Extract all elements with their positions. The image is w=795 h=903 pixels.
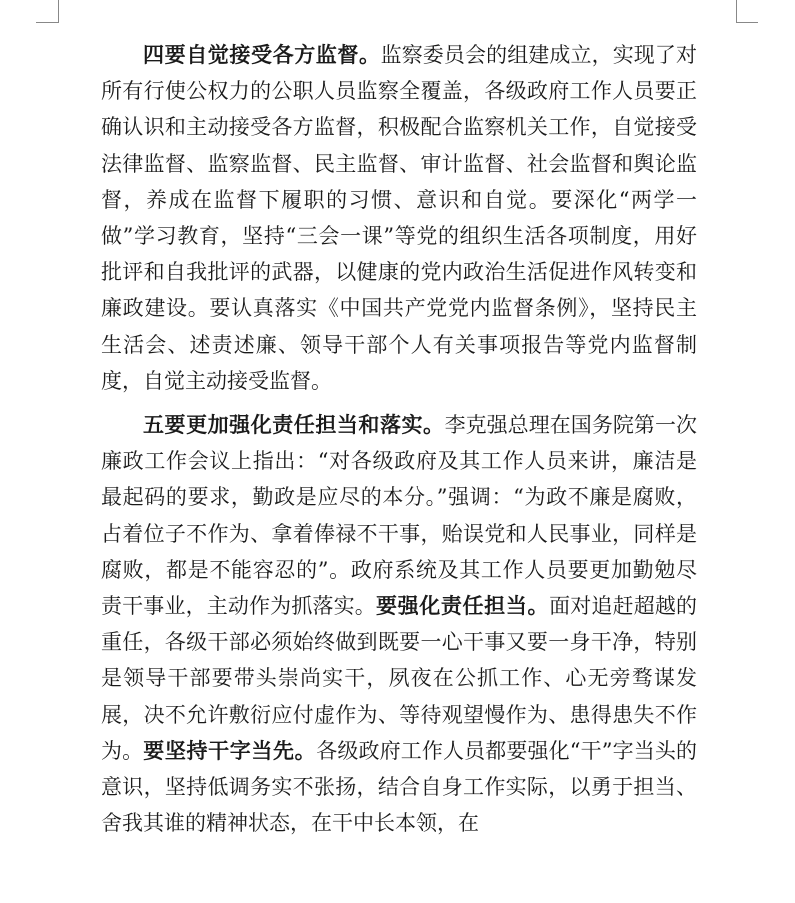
paragraph-four-body: 监察委员会的组建成立，实现了对所有行使公权力的公职人员监察全覆盖，各级政府工作人员要正确认识和主动接受各方监督，积极配合监察机关工作，自觉接受法律监督、监察监督、民主监督、审计监督、社会监督和舆论监督，养成在监督下履职的习惯、意识和自觉。要深化“两学一做”学习教育，坚持“三会一课”等党的组织生活各项制度，用好批评和自我批评的武器，以健康的党内政治生活促进作风转变和廉政建设。要认真落实《中国共产党党内监督条例》，坚持民主生活会、述责述廉、领导干部个人有关事项报告等党内监督制度，自觉主动接受监督。: [101, 43, 698, 393]
paragraph-five-heading: 五要更加强化责任担当和落实。: [143, 413, 445, 438]
paragraph-five: [101, 407, 697, 841]
crop-mark-top-right-horizontal: [736, 22, 758, 23]
crop-mark-top-left: [58, 0, 59, 23]
document-body: [101, 37, 697, 841]
crop-mark-top-left-horizontal: [36, 22, 58, 23]
paragraph-five-body-1: 李克强总理在国务院第一次廉政工作会议上指出：“对各级政府及其工作人员来讲，廉洁是最起码的要求，勤政是应尽的本分。”强调：“为政不廉是腐败，占着位子不作为、拿着俸禄不干事，贻误党和人民事业，同样是腐败，都是不能容忍的”。政府系统及其工作人员要更加勤勉尽责干事业，主动作为抓落实。: [101, 413, 698, 619]
paragraph-five-subheading-1: 要强化责任担当。: [375, 594, 550, 619]
paragraph-five-subheading-2: 要坚持干字当先。: [143, 738, 317, 763]
paragraph-four-heading: 四要自觉接受各方监督。: [143, 43, 381, 67]
crop-mark-top-right: [736, 0, 737, 22]
paragraph-five-body-2: 面对追赶超越的重任，各级干部必须始终做到既要一心干事又要一身干净，特别是领导干部要带头崇尚实干，夙夜在公抓工作、心无旁骛谋发展，决不允许敷衍应付虚作为、等待观望慢作为、患得患失不作为。: [101, 594, 698, 763]
paragraph-five-body-3: 各级政府工作人员都要强化“干”字当头的意识，坚持低调务实不张扬，结合自身工作实际，以勇于担当、舍我其谁的精神状态，在干中长本领，在: [101, 738, 698, 836]
paragraph-four: [101, 37, 697, 399]
